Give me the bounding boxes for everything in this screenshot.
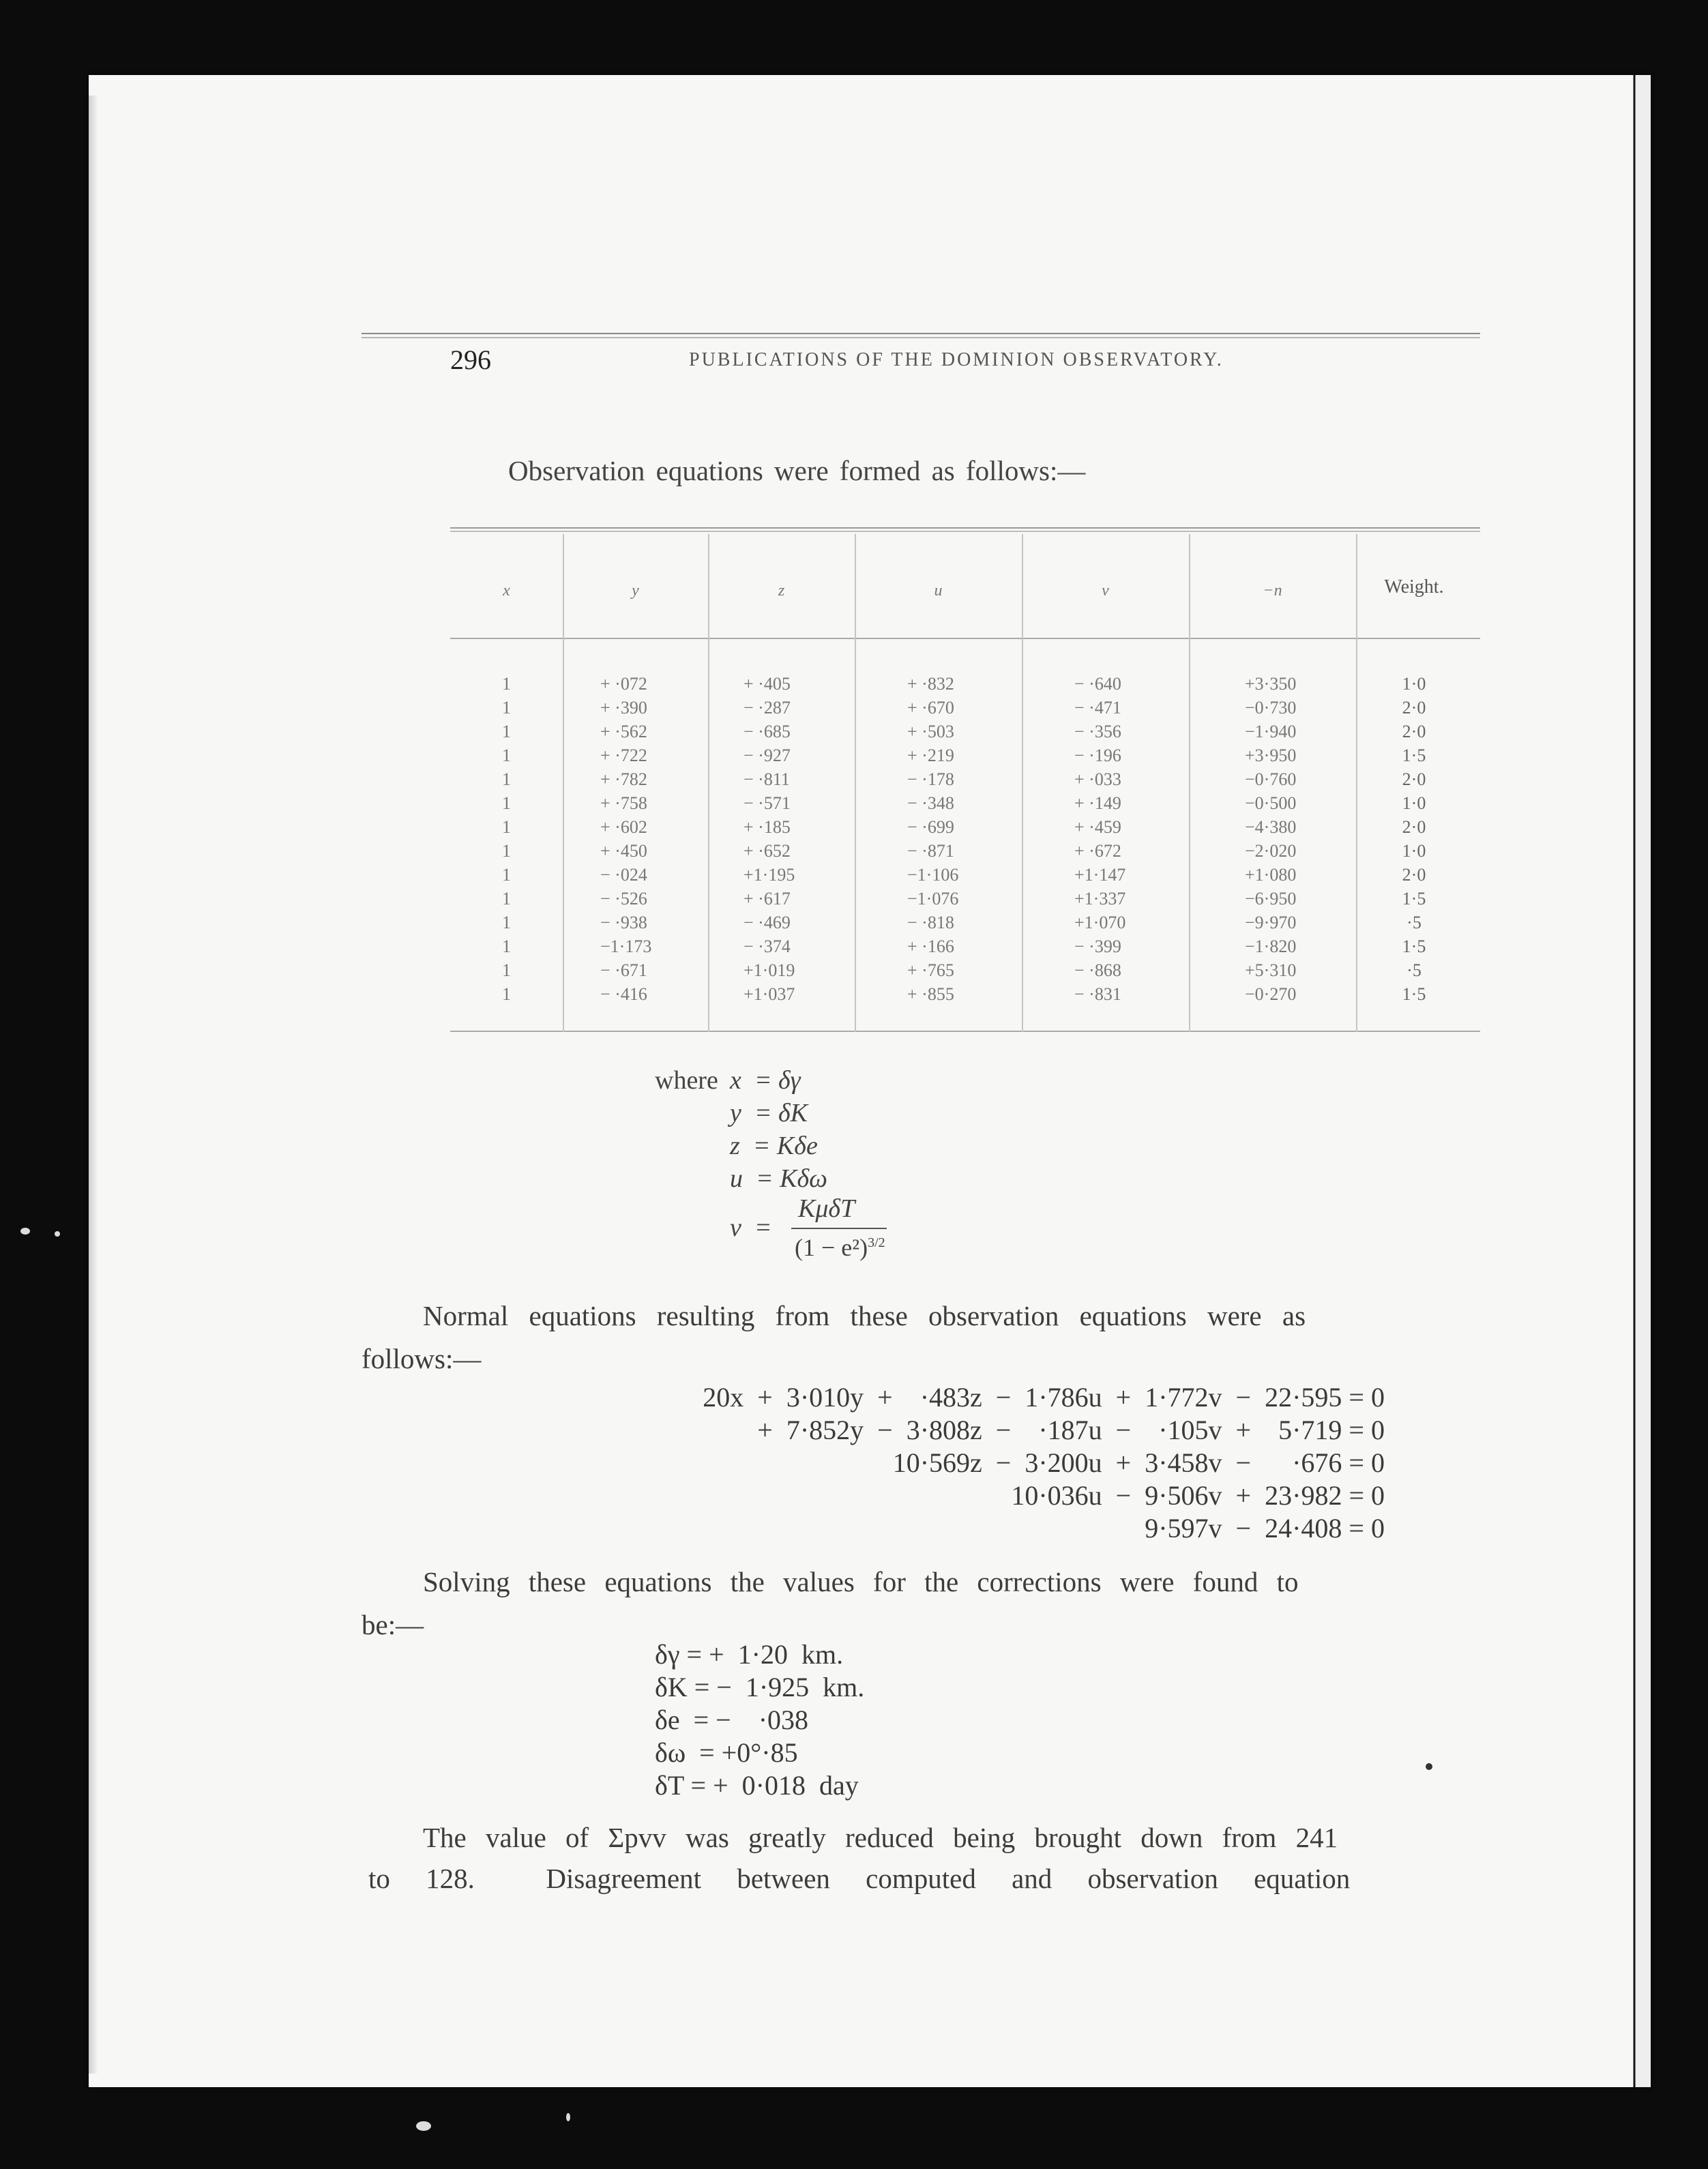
table-cell-v: − ·356 [1074,722,1121,741]
table-cell-x: 1 [502,984,511,1004]
table-cell-z: +1·037 [743,984,795,1004]
page-number: 296 [450,344,491,375]
column-u [907,672,958,1006]
table-cell-n: +1·080 [1245,865,1297,885]
column-v [1074,672,1125,1006]
table-cell-x: 1 [502,769,511,789]
table-cell-u: − ·871 [907,841,954,861]
table-cell-weight: 1·5 [1402,746,1426,765]
table-cell-n: −0·500 [1245,793,1297,813]
table-cell-weight: 1·5 [1402,984,1426,1004]
result-delta-e: δe = − ·038 [655,1705,809,1735]
table-cell-z: − ·571 [743,793,791,813]
normal-equation-5: 9·597v − 24·408 = 0 [1145,1513,1385,1544]
scan-speck [416,2121,431,2131]
table-top-rule-inner [450,531,1480,532]
table-cell-v: + ·459 [1074,817,1121,837]
scan-speck [20,1228,30,1235]
table-cell-n: +5·310 [1245,960,1297,980]
table-cell-x: 1 [502,936,511,956]
table-cell-x: 1 [502,817,511,837]
header-x: x [503,582,510,600]
normal-equations-para-line2: follows:— [362,1343,482,1374]
table-cell-weight: 1·5 [1402,889,1426,909]
table-cell-v: − ·471 [1074,698,1121,718]
header-v: v [1102,582,1109,600]
table-cell-weight: 1·5 [1402,936,1426,956]
table-cell-u: + ·166 [907,936,954,956]
table-cell-n: +3·950 [1245,746,1297,765]
table-cell-x: 1 [502,889,511,909]
table-cell-n: −0·270 [1245,984,1297,1004]
result-delta-omega: δω = +0°·85 [655,1737,798,1768]
table-cell-weight: 2·0 [1402,722,1426,741]
table-cell-x: 1 [502,960,511,980]
table-cell-v: − ·868 [1074,960,1121,980]
where-label: where [655,1066,718,1095]
table-cell-n: −9·970 [1245,913,1297,932]
table-top-rule [450,527,1480,529]
table-cell-weight: 2·0 [1402,817,1426,837]
table-cell-y: − ·416 [600,984,647,1004]
result-delta-gamma: δγ = + 1·20 km. [655,1639,844,1670]
table-cell-y: −1·173 [600,936,652,956]
table-cell-v: +1·147 [1074,865,1126,885]
table-cell-n: −4·380 [1245,817,1297,837]
table-cell-z: + ·185 [743,817,791,837]
table-cell-n: +3·350 [1245,674,1297,694]
final-para-line1: The value of Σpvv was greatly reduced being brought down from 241 [423,1822,1338,1853]
table-cell-y: − ·024 [600,865,647,885]
result-delta-t: δT = + 0·018 day [655,1770,859,1801]
definition-y: y = δK [730,1099,808,1127]
header-y: y [632,582,639,600]
definition-x: x = δγ [730,1066,801,1095]
running-title: PUBLICATIONS OF THE DOMINION OBSERVATORY. [689,349,1224,370]
table-cell-x: 1 [502,793,511,813]
definition-v: v = [730,1213,772,1242]
table-cell-z: +1·195 [743,865,795,885]
denominator-exponent: 3/2 [868,1235,885,1250]
table-cell-z: +1·019 [743,960,795,980]
table-cell-z: − ·685 [743,722,791,741]
column-divider [855,534,856,1032]
normal-equations-para-line1: Normal equations resulting from these observation equations were as [423,1300,1306,1331]
fraction-numerator: KμδT [798,1194,855,1223]
table-cell-n: −0·760 [1245,769,1297,789]
definition-u: u = Kδω [730,1164,827,1193]
table-cell-weight: 2·0 [1402,865,1426,885]
document-page [89,75,1651,2087]
table-cell-u: − ·699 [907,817,954,837]
table-cell-x: 1 [502,841,511,861]
table-cell-weight: ·5 [1407,960,1422,980]
scan-speck [55,1231,60,1237]
table-cell-weight: 1·0 [1402,674,1426,694]
column-weight [1356,672,1472,1006]
table-cell-v: +1·070 [1074,913,1126,932]
table-cell-n: −0·730 [1245,698,1297,718]
table-header-rule [450,638,1480,639]
table-cell-u: − ·348 [907,793,954,813]
table-cell-z: − ·287 [743,698,791,718]
header-rule [362,333,1480,338]
table-cell-z: + ·652 [743,841,791,861]
table-cell-u: + ·219 [907,746,954,765]
normal-equation-3: 10·569z − 3·200u + 3·458v − ·676 = 0 [892,1447,1385,1478]
table-bottom-rule [450,1031,1480,1032]
table-cell-n: −6·950 [1245,889,1297,909]
table-cell-x: 1 [502,722,511,741]
table-cell-v: +1·337 [1074,889,1126,909]
column-divider [708,534,709,1032]
table-cell-y: + ·562 [600,722,647,741]
column-x [450,672,563,1006]
column-z [743,672,795,1006]
column-n [1245,672,1296,1006]
denominator-base: (1 − e²) [795,1234,868,1261]
table-cell-u: + ·503 [907,722,954,741]
page-fold-edge [1623,75,1651,2087]
table-cell-u: − ·818 [907,913,954,932]
table-cell-x: 1 [502,698,511,718]
table-cell-x: 1 [502,913,511,932]
column-divider [1022,534,1023,1032]
scan-speck [566,2113,570,2121]
table-cell-x: 1 [502,674,511,694]
table-cell-n: −1·820 [1245,936,1297,956]
table-cell-weight: 1·0 [1402,793,1426,813]
header-weight: Weight. [1384,576,1444,597]
normal-equation-1: 20x + 3·010y + ·483z − 1·786u + 1·772v − 22·595 = 0 [703,1382,1385,1413]
table-cell-n: −2·020 [1245,841,1297,861]
fraction-bar [791,1228,887,1229]
table-cell-n: −1·940 [1245,722,1297,741]
table-cell-y: + ·722 [600,746,647,765]
table-cell-z: − ·374 [743,936,791,956]
table-cell-u: −1·106 [907,865,959,885]
header-u: u [934,582,943,600]
table-cell-u: + ·832 [907,674,954,694]
table-cell-u: + ·765 [907,960,954,980]
table-cell-y: + ·602 [600,817,647,837]
table-cell-weight: 2·0 [1402,769,1426,789]
table-cell-weight: 2·0 [1402,698,1426,718]
table-cell-x: 1 [502,746,511,765]
solving-para-line2: be:— [362,1609,424,1640]
header-z: z [778,582,785,600]
table-cell-weight: ·5 [1407,913,1422,932]
table-cell-y: + ·758 [600,793,647,813]
result-delta-k: δK = − 1·925 km. [655,1672,865,1702]
table-cell-y: + ·450 [600,841,647,861]
solving-para-line1: Solving these equations the values for the corrections were found to [423,1566,1299,1597]
table-cell-z: + ·617 [743,889,791,909]
definition-z: z = Kδe [730,1132,818,1160]
table-cell-v: − ·399 [1074,936,1121,956]
ink-speck [1426,1763,1432,1770]
intro-text: Observation equations were formed as follows:— [508,455,1086,486]
normal-equation-2: + 7·852y − 3·808z − ·187u − ·105v + 5·719 = 0 [757,1415,1385,1445]
table-cell-u: − ·178 [907,769,954,789]
header-n: −n [1263,582,1282,600]
table-cell-v: + ·672 [1074,841,1121,861]
table-cell-z: + ·405 [743,674,791,694]
table-cell-y: + ·072 [600,674,647,694]
table-cell-u: −1·076 [907,889,959,909]
table-cell-v: + ·033 [1074,769,1121,789]
table-cell-z: − ·469 [743,913,791,932]
table-cell-v: − ·640 [1074,674,1121,694]
table-cell-u: + ·855 [907,984,954,1004]
column-y [600,672,651,1006]
final-para-line2: to 128. Disagreement between computed and observation equation [368,1863,1351,1894]
observation-equations-table [450,527,1480,1032]
table-cell-u: + ·670 [907,698,954,718]
fraction-denominator [795,1233,885,1262]
table-cell-z: − ·927 [743,746,791,765]
table-cell-y: + ·390 [600,698,647,718]
table-cell-v: − ·196 [1074,746,1121,765]
column-divider [563,534,564,1032]
table-cell-x: 1 [502,865,511,885]
table-cell-y: − ·671 [600,960,647,980]
table-cell-z: − ·811 [743,769,790,789]
column-divider [1189,534,1190,1032]
table-cell-y: − ·526 [600,889,647,909]
table-cell-v: − ·831 [1074,984,1121,1004]
table-cell-y: + ·782 [600,769,647,789]
normal-equation-4: 10·036u − 9·506v + 23·982 = 0 [1011,1480,1385,1511]
table-cell-y: − ·938 [600,913,647,932]
table-cell-v: + ·149 [1074,793,1121,813]
table-cell-weight: 1·0 [1402,841,1426,861]
